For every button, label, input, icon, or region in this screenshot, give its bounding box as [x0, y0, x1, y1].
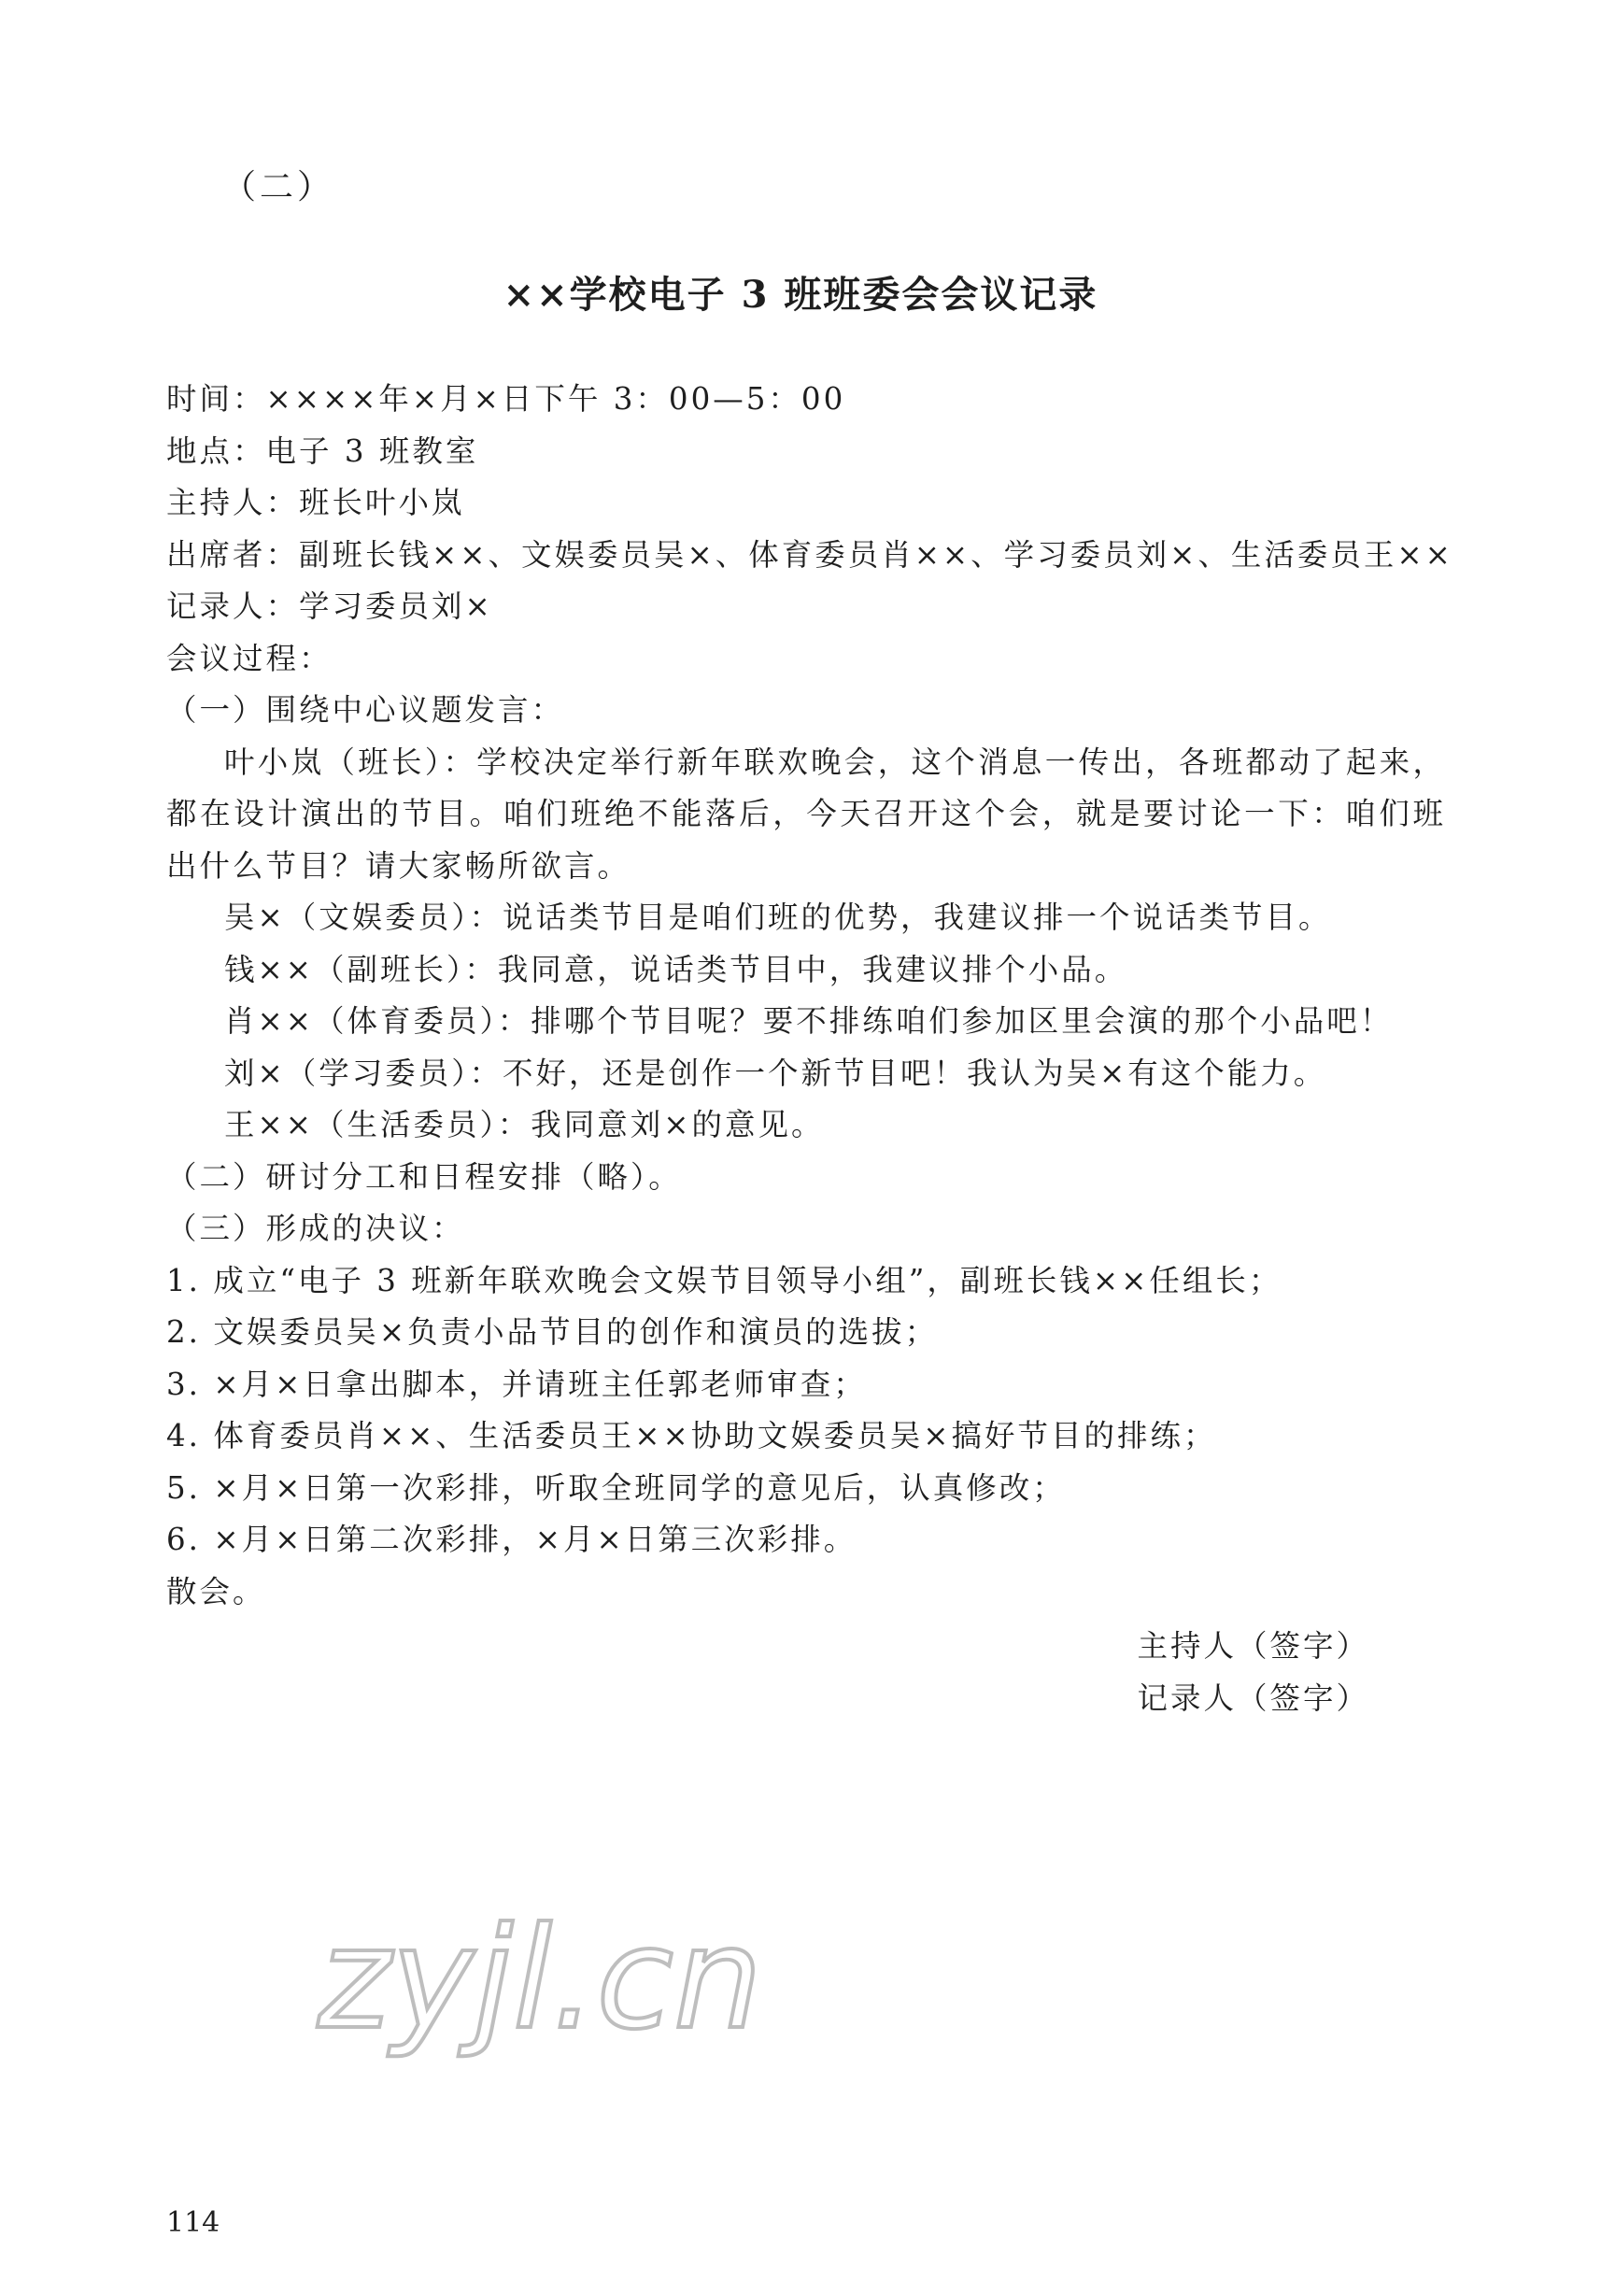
meeting-host: 主持人：班长叶小岚: [166, 485, 465, 520]
resolution-item: 3. ×月×日拿出脚本，并请班主任郭老师审查；: [166, 1366, 867, 1402]
resolution-item: 1. 成立“电子 3 班新年联欢晚会文娱节目领导小组”，副班长钱××任组长；: [166, 1262, 1282, 1298]
page-number: 114: [166, 2206, 220, 2239]
recorder-signature: 记录人（签字）: [1137, 1679, 1369, 1716]
speech-paragraph: 肖××（体育委员）：排哪个节目呢？要不排练咱们参加区里会演的那个小品吧！: [224, 1003, 1394, 1039]
page-title: ××学校电子 3 班班委会会议记录: [503, 273, 1098, 317]
meeting-recorder: 记录人：学习委员刘×: [166, 588, 493, 624]
section2-heading: （二）研讨分工和日程安排（略）。: [166, 1158, 682, 1195]
speech-paragraph: 刘×（学习委员）：不好，还是创作一个新节目吧！我认为吴×有这个能力。: [224, 1055, 1327, 1091]
meeting-place: 地点：电子 3 班教室: [166, 432, 479, 469]
meeting-attendees: 出席者：副班长钱××、文娱委员吴×、体育委员肖××、学习委员刘×、生活委员王××: [166, 536, 1453, 573]
signature-block: [1137, 1621, 1369, 1724]
speech-paragraph: 王××（生活委员）：我同意刘×的意见。: [224, 1107, 825, 1142]
meeting-time: 时间：××××年×月×日下午 3：00—5：00: [166, 381, 846, 417]
closing-line: 散会。: [166, 1573, 266, 1609]
section-label: （二）: [222, 168, 335, 206]
section1-heading: （一）围绕中心议题发言：: [166, 692, 565, 728]
resolution-item: 4. 体育委员肖××、生活委员王××协助文娱委员吴×搞好节目的排练；: [166, 1418, 1217, 1453]
section3-heading: （三）形成的决议：: [166, 1211, 465, 1246]
speech-paragraph: 叶小岚（班长）：学校决定举行新年联欢晚会，这个消息一传出，各班都动了起来，都在设计演出的节目。咱们班绝不能落后，今天召开这个会，就是要讨论一下：咱们班出什么节目？请大家畅所欲言。: [166, 744, 1446, 884]
svg-text:zyjl.cn: zyjl.cn: [318, 1898, 763, 2061]
meeting-process-label: 会议过程：: [166, 640, 333, 676]
resolution-item: 2. 文娱委员吴×负责小品节目的创作和演员的选拔；: [166, 1314, 939, 1350]
host-signature: 主持人（签字）: [1137, 1628, 1369, 1664]
meeting-record-body: [166, 374, 1453, 1618]
resolution-item: 6. ×月×日第二次彩排，×月×日第三次彩排。: [166, 1522, 857, 1557]
resolution-item: 5. ×月×日第一次彩排，听取全班同学的意见后，认真修改；: [166, 1469, 1066, 1506]
watermark-logo: [308, 1887, 906, 2092]
speech-paragraph: 钱××（副班长）：我同意，说话类节目中，我建议排个小品。: [224, 951, 1128, 987]
speech-paragraph: 吴×（文娱委员）：说话类节目是咱们班的优势，我建议排一个说话类节目。: [224, 900, 1332, 935]
